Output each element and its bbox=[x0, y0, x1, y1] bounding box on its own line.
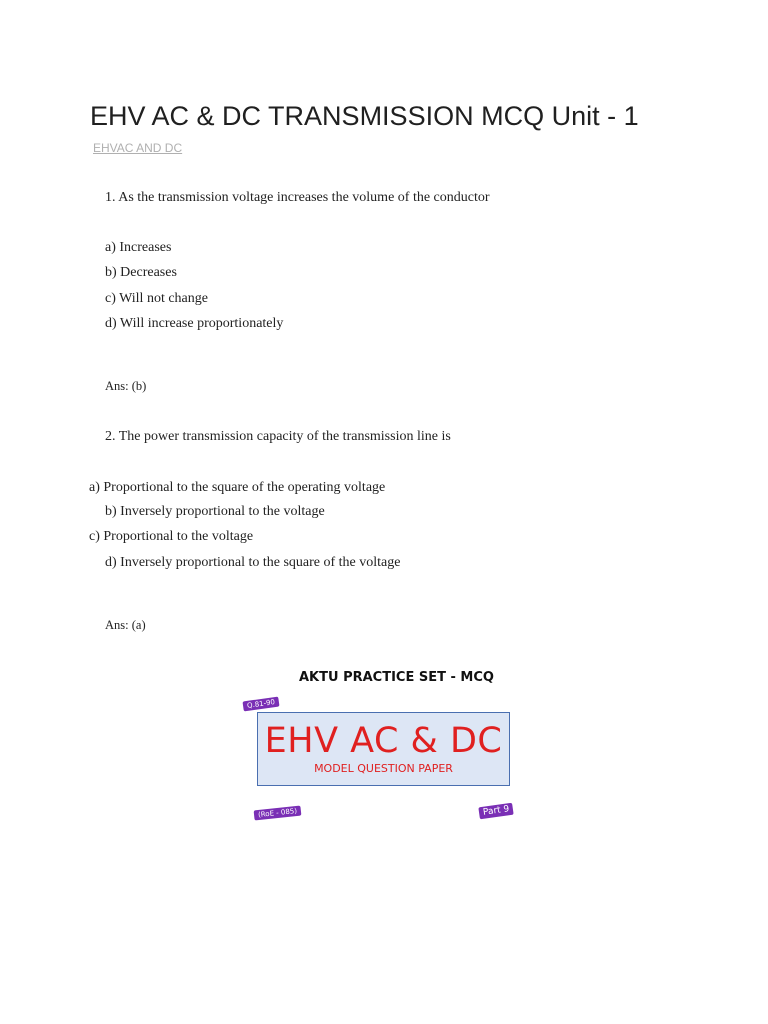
question-1-option-d: d) Will increase proportionately bbox=[105, 316, 284, 331]
question-2-option-b: b) Inversely proportional to the voltage bbox=[105, 504, 325, 519]
question-1-answer: Ans: (b) bbox=[105, 379, 147, 393]
question-2-answer: Ans: (a) bbox=[105, 618, 146, 632]
question-1-option-b: b) Decreases bbox=[105, 265, 177, 280]
banner-tag-questions: Q.81-90 bbox=[242, 697, 279, 712]
question-1-option-a: a) Increases bbox=[105, 240, 172, 255]
banner-tag-roe: (RoE - 085) bbox=[254, 806, 302, 821]
banner-main-text: EHV AC & DC bbox=[264, 721, 503, 761]
banner-sub-text: MODEL QUESTION PAPER bbox=[314, 762, 453, 775]
question-2-text: 2. The power transmission capacity of the transmission line is bbox=[105, 429, 451, 444]
question-2-option-a: a) Proportional to the square of the operating voltage bbox=[89, 480, 386, 495]
banner-heading: AKTU PRACTICE SET - MCQ bbox=[299, 670, 494, 685]
question-1-text: 1. As the transmission voltage increases the volume of the conductor bbox=[105, 190, 490, 205]
page-title: EHV AC & DC TRANSMISSION MCQ Unit - 1 bbox=[90, 101, 639, 131]
question-2-option-d: d) Inversely proportional to the square of the voltage bbox=[105, 555, 401, 570]
question-2-option-c: c) Proportional to the voltage bbox=[89, 529, 254, 544]
category-link[interactable]: EHVAC AND DC bbox=[93, 141, 183, 155]
banner-image bbox=[257, 712, 510, 786]
question-1-option-c: c) Will not change bbox=[105, 291, 208, 306]
banner-tag-part: Part 9 bbox=[478, 803, 514, 820]
